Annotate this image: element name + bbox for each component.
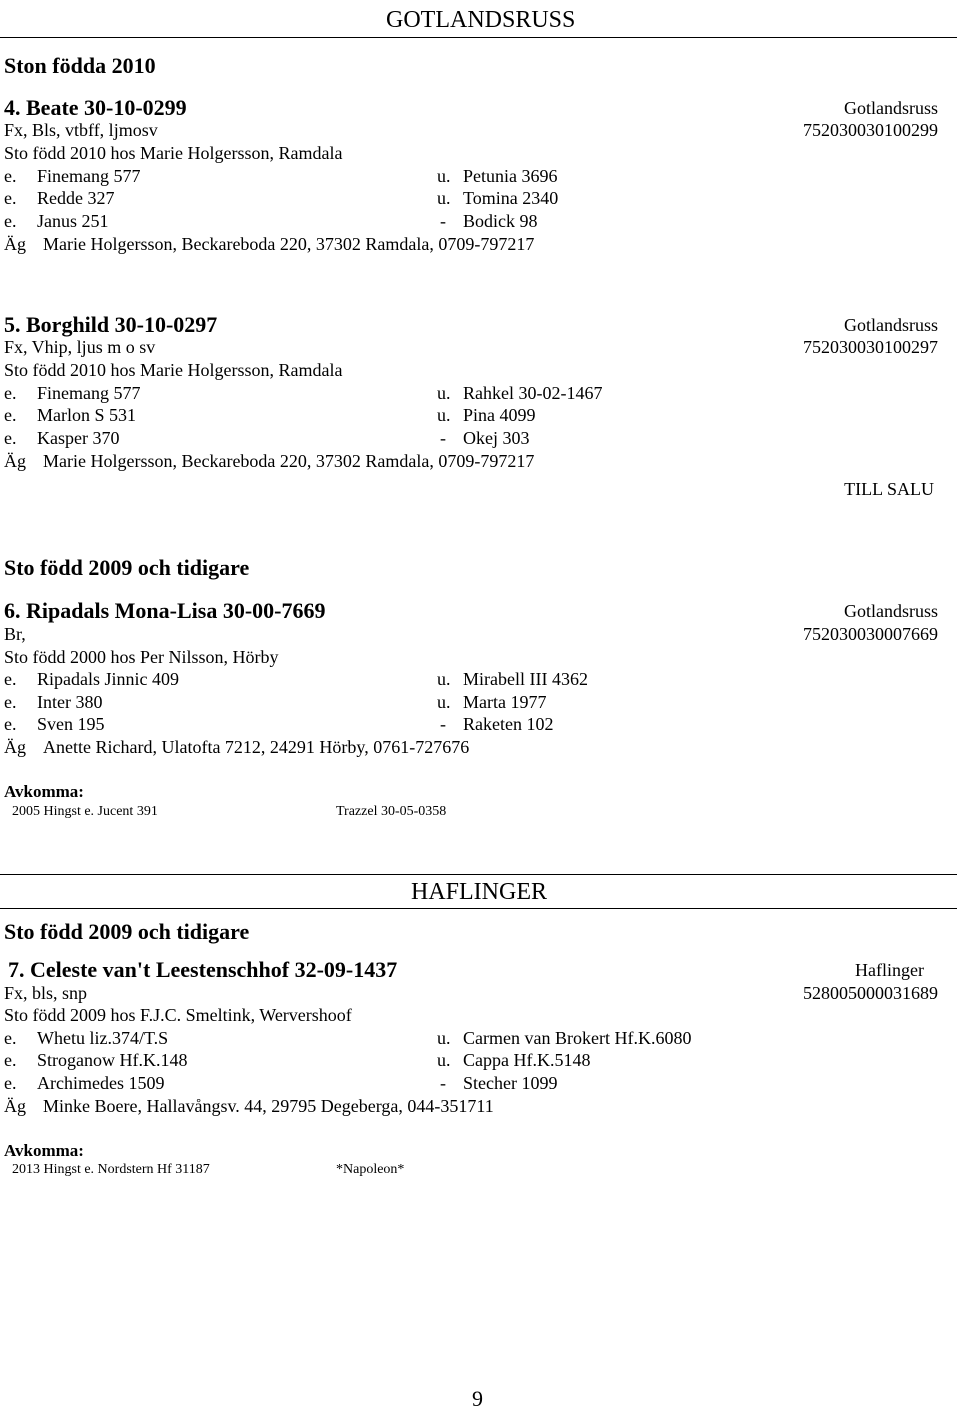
pedigree-prefix: u. (437, 692, 451, 712)
offspring-description: 2013 Hingst e. Nordstern Hf 31187 (12, 1162, 210, 1177)
pedigree-prefix: - (440, 211, 446, 231)
horse-description: Br, (4, 624, 26, 644)
section-divider (0, 874, 957, 875)
owner-prefix: Äg (4, 1096, 26, 1116)
breed-label: Haflinger (855, 960, 924, 980)
pedigree-sire: Janus 251 (37, 211, 109, 231)
pedigree-sire: Finemang 577 (37, 383, 141, 403)
id-number: 528005000031689 (803, 983, 938, 1003)
breed-label: Gotlandsruss (844, 601, 938, 621)
pedigree-dam: Tomina 2340 (463, 188, 559, 208)
section-divider (0, 37, 957, 38)
breed-label: Gotlandsruss (844, 98, 938, 118)
offspring-name: Trazzel 30-05-0358 (336, 804, 447, 819)
horse-name: 6. Ripadals Mona-Lisa 30-00-7669 (4, 598, 326, 623)
pedigree-dam: Rahkel 30-02-1467 (463, 383, 603, 403)
id-number: 752030030100297 (803, 337, 938, 357)
horse-name: 5. Borghild 30-10-0297 (4, 312, 218, 337)
pedigree-dam: Mirabell III 4362 (463, 669, 588, 689)
pedigree-prefix: u. (437, 383, 451, 403)
offspring-label: Avkomma: (4, 782, 84, 801)
horse-name: 4. Beate 30-10-0299 (4, 95, 187, 120)
pedigree-dam: Carmen van Brokert Hf.K.6080 (463, 1028, 692, 1048)
horse-description: Fx, Bls, vtbff, ljmosv (4, 120, 158, 140)
owner-info: Anette Richard, Ulatofta 7212, 24291 Hörby, 0761-727676 (43, 737, 470, 757)
pedigree-dam: Raketen 102 (463, 714, 554, 734)
pedigree-prefix: u. (437, 1028, 451, 1048)
offspring-label: Avkomma: (4, 1141, 84, 1160)
pedigree-prefix: e. (4, 692, 17, 712)
owner-prefix: Äg (4, 737, 26, 757)
pedigree-prefix: - (440, 714, 446, 734)
pedigree-prefix: e. (4, 714, 17, 734)
section-title-gotlandsruss: GOTLANDSRUSS (386, 7, 576, 33)
owner-info: Marie Holgersson, Beckareboda 220, 37302 Ramdala, 0709-797217 (43, 234, 535, 254)
pedigree-dam: Pina 4099 (463, 405, 536, 425)
pedigree-dam: Okej 303 (463, 428, 530, 448)
owner-info: Marie Holgersson, Beckareboda 220, 37302 Ramdala, 0709-797217 (43, 451, 535, 471)
breed-label: Gotlandsruss (844, 315, 938, 335)
pedigree-sire: Kasper 370 (37, 428, 120, 448)
pedigree-sire: Sven 195 (37, 714, 105, 734)
page-number: 9 (472, 1386, 483, 1411)
group-heading: Sto född 2009 och tidigare (4, 555, 250, 580)
pedigree-prefix: e. (4, 428, 17, 448)
bred-info: Sto född 2009 hos F.J.C. Smeltink, Wervershoof (4, 1005, 352, 1025)
offspring-description: 2005 Hingst e. Jucent 391 (12, 804, 158, 819)
pedigree-prefix: u. (437, 166, 451, 186)
pedigree-dam: Marta 1977 (463, 692, 547, 712)
pedigree-sire: Ripadals Jinnic 409 (37, 669, 179, 689)
pedigree-prefix: e. (4, 188, 17, 208)
pedigree-prefix: e. (4, 1050, 17, 1070)
bred-info: Sto född 2010 hos Marie Holgersson, Ramdala (4, 360, 343, 380)
offspring-name: *Napoleon* (336, 1162, 405, 1177)
horse-description: Fx, Vhip, ljus m o sv (4, 337, 156, 357)
pedigree-prefix: e. (4, 166, 17, 186)
id-number: 752030030007669 (803, 624, 938, 644)
section-divider (0, 908, 957, 909)
pedigree-prefix: e. (4, 211, 17, 231)
pedigree-sire: Archimedes 1509 (37, 1073, 165, 1093)
pedigree-dam: Bodick 98 (463, 211, 538, 231)
horse-description: Fx, bls, snp (4, 983, 88, 1003)
pedigree-sire: Whetu liz.374/T.S (37, 1028, 169, 1048)
pedigree-prefix: e. (4, 405, 17, 425)
pedigree-sire: Marlon S 531 (37, 405, 136, 425)
pedigree-prefix: u. (437, 405, 451, 425)
pedigree-prefix: e. (4, 1073, 17, 1093)
pedigree-sire: Finemang 577 (37, 166, 141, 186)
horse-name: 7. Celeste van't Leestenschhof 32-09-1437 (8, 957, 398, 982)
pedigree-prefix: e. (4, 669, 17, 689)
group-heading: Ston födda 2010 (4, 53, 156, 78)
pedigree-prefix: u. (437, 1050, 451, 1070)
pedigree-sire: Inter 380 (37, 692, 103, 712)
owner-info: Minke Boere, Hallavångsv. 44, 29795 Degeberga, 044-351711 (43, 1096, 494, 1116)
pedigree-prefix: u. (437, 669, 451, 689)
pedigree-dam: Petunia 3696 (463, 166, 558, 186)
bred-info: Sto född 2000 hos Per Nilsson, Hörby (4, 647, 279, 667)
owner-prefix: Äg (4, 451, 26, 471)
pedigree-prefix: - (440, 1073, 446, 1093)
pedigree-dam: Cappa Hf.K.5148 (463, 1050, 591, 1070)
pedigree-prefix: - (440, 428, 446, 448)
group-heading: Sto född 2009 och tidigare (4, 919, 250, 944)
pedigree-sire: Redde 327 (37, 188, 115, 208)
bred-info: Sto född 2010 hos Marie Holgersson, Ramdala (4, 143, 343, 163)
pedigree-prefix: u. (437, 188, 451, 208)
section-title-haflinger: HAFLINGER (411, 879, 547, 905)
id-number: 752030030100299 (803, 120, 938, 140)
for-sale-note: TILL SALU (844, 479, 934, 499)
pedigree-dam: Stecher 1099 (463, 1073, 558, 1093)
pedigree-prefix: e. (4, 383, 17, 403)
owner-prefix: Äg (4, 234, 26, 254)
pedigree-prefix: e. (4, 1028, 17, 1048)
pedigree-sire: Stroganow Hf.K.148 (37, 1050, 188, 1070)
